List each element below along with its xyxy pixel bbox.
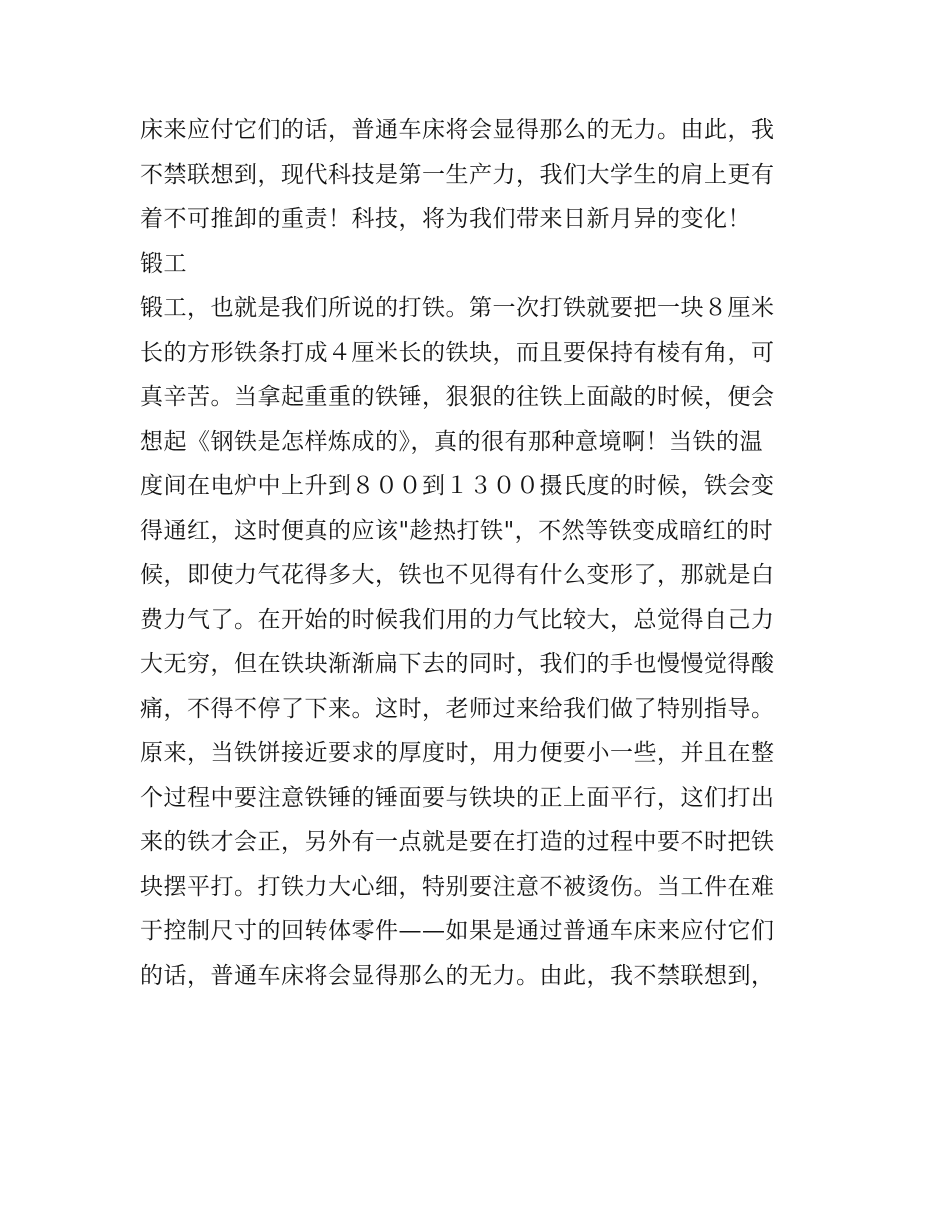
text-line: 块摆平打。打铁力大心细，特别要注意不被烫伤。当工件在难 xyxy=(140,873,775,900)
text-line: 于控制尺寸的回转体零件——如果是通过普通车床来应付它们 xyxy=(140,918,775,944)
text-line: 候，即使力气花得多大，铁也不见得有什么变形了，那就是白 xyxy=(140,562,775,588)
document-body xyxy=(140,108,820,998)
text-line: 长的方形铁条打成４厘米长的铁块，而且要保持有棱有角，可 xyxy=(140,339,775,366)
text-line: 的话，普通车床将会显得那么的无力。由此，我不禁联想到， xyxy=(140,962,775,989)
text-line: 费力气了。在开始的时候我们用的力气比较大，总觉得自己力 xyxy=(140,606,775,633)
text-line: 真辛苦。当拿起重重的铁锤，狠狠的往铁上面敲的时候，便会 xyxy=(140,384,775,410)
text-line: 床来应付它们的话，普通车床将会显得那么的无力。由此，我 xyxy=(140,117,775,143)
text-line: 得通红，这时便真的应该"趁热打铁"，不然等铁变成暗红的时 xyxy=(140,517,774,544)
text-line: 原来，当铁饼接近要求的厚度时，用力便要小一些，并且在整 xyxy=(140,740,775,766)
section-heading: 锻工 xyxy=(140,250,187,277)
text-line: 痛，不得不停了下来。这时，老师过来给我们做了特别指导。 xyxy=(140,695,775,722)
text-line: 大无穷，但在铁块渐渐扁下去的同时，我们的手也慢慢觉得酸 xyxy=(140,651,775,677)
text-line: 着不可推卸的重责！科技，将为我们带来日新月异的变化！ xyxy=(140,206,751,232)
text-line: 锻工，也就是我们所说的打铁。第一次打铁就要把一块８厘米 xyxy=(140,295,775,321)
text-line: 来的铁才会正，另外有一点就是要在打造的过程中要不时把铁 xyxy=(140,829,775,855)
text-line: 不禁联想到，现代科技是第一生产力，我们大学生的肩上更有 xyxy=(140,161,775,188)
text-line: 想起《钢铁是怎样炼成的》，真的很有那种意境啊！当铁的温 xyxy=(140,428,763,455)
text-line: 度间在电炉中上升到８００到１３００摄氏度的时候，铁会变 xyxy=(140,473,775,499)
text-line: 个过程中要注意铁锤的锤面要与铁块的正上面平行，这们打出 xyxy=(140,784,775,811)
